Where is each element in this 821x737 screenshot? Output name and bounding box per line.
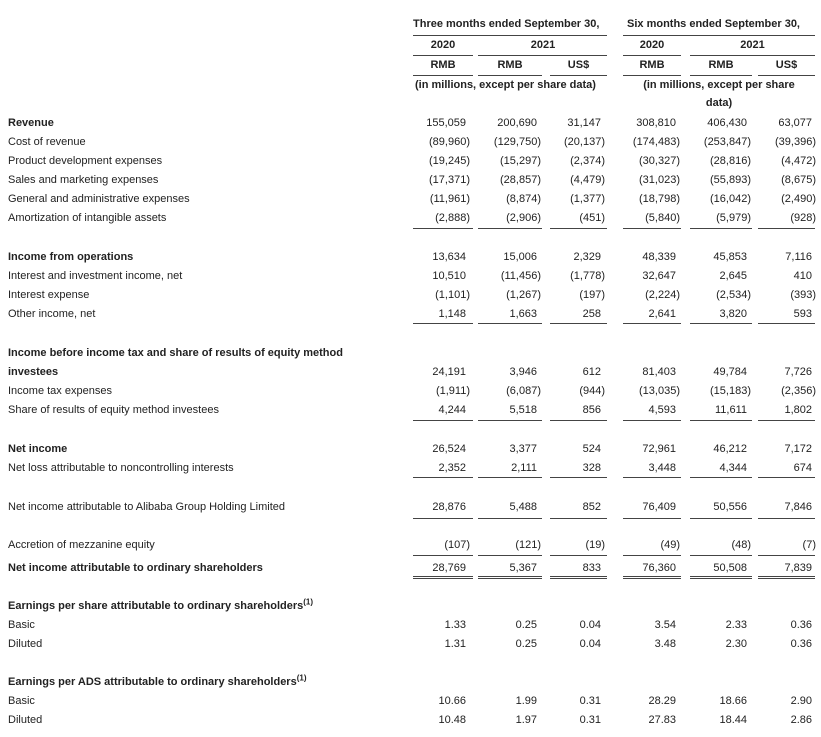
row-label-eps-basic: Basic (8, 619, 35, 631)
total-rule (758, 555, 815, 556)
divider (413, 35, 607, 36)
total-rule (623, 518, 681, 519)
cell: 18.66 (719, 695, 747, 707)
cell: 612 (582, 366, 601, 378)
total-rule (758, 420, 815, 421)
cell: (55,893) (710, 174, 751, 186)
cell: (17,371) (429, 174, 470, 186)
cell: (174,483) (632, 136, 680, 148)
footnote-marker: (1) (296, 673, 307, 683)
cell: 4,344 (719, 462, 747, 474)
cell: (2,490) (781, 193, 816, 205)
total-rule (623, 323, 681, 324)
cell: (11,961) (429, 193, 470, 205)
cell: (39,396) (775, 136, 816, 148)
cell: 50,508 (713, 562, 747, 574)
cell: 26,524 (432, 443, 466, 455)
divider (690, 75, 752, 76)
total-rule (690, 518, 752, 519)
cell: 45,853 (713, 251, 747, 263)
cell: 593 (793, 308, 812, 320)
cell: 3,448 (648, 462, 676, 474)
double-rule (690, 576, 752, 579)
cell: (107) (444, 539, 470, 551)
cell: (129,750) (493, 136, 541, 148)
cell: (2,906) (506, 212, 541, 224)
divider (623, 55, 681, 56)
divider (690, 55, 815, 56)
cell: (13,035) (639, 385, 680, 397)
cell: 27.83 (648, 714, 676, 726)
cell: (48) (731, 539, 751, 551)
cell: 0.25 (515, 619, 537, 631)
currency-header: RMB (639, 59, 665, 71)
cell: 48,339 (642, 251, 676, 263)
row-label-other-income: Other income, net (8, 308, 96, 320)
cell: (28,857) (500, 174, 541, 186)
divider (623, 35, 815, 36)
total-rule (413, 323, 473, 324)
cell: (1,267) (506, 289, 541, 301)
units-note: (in millions, except per share data) (415, 79, 596, 91)
cell: (2,374) (570, 155, 605, 167)
row-label-eps-diluted: Diluted (8, 638, 43, 650)
row-label-ordinary-shareholders: Net income attributable to ordinary shareholders (8, 562, 263, 574)
total-rule (550, 323, 607, 324)
total-rule (690, 323, 752, 324)
footnote-marker: (1) (303, 597, 314, 607)
total-rule (413, 228, 473, 229)
total-rule (550, 518, 607, 519)
cell: 0.04 (579, 638, 601, 650)
total-rule (413, 518, 473, 519)
total-rule (478, 228, 542, 229)
cell: (197) (579, 289, 605, 301)
total-rule (623, 228, 681, 229)
row-label-accretion: Accretion of mezzanine equity (8, 539, 155, 551)
cell: 1.99 (515, 695, 537, 707)
cell: 2.86 (790, 714, 812, 726)
currency-header: US$ (567, 59, 590, 71)
cell: (1,778) (570, 270, 605, 282)
row-label-investees: investees (8, 366, 59, 378)
cell: 856 (582, 404, 601, 416)
cell: (4,472) (781, 155, 816, 167)
cell: 0.04 (579, 619, 601, 631)
divider (550, 75, 607, 76)
divider (478, 55, 607, 56)
row-label-net-income: Net income (8, 443, 68, 455)
units-note: (in millions, except per share (643, 79, 795, 91)
cell: 1.97 (515, 714, 537, 726)
total-rule (623, 477, 681, 478)
cell: (2,224) (645, 289, 680, 301)
cell: 2,352 (438, 462, 466, 474)
cell: 155,059 (426, 117, 466, 129)
cell: (49) (660, 539, 680, 551)
cell: (31,023) (639, 174, 680, 186)
double-rule (413, 576, 473, 579)
cell: (15,297) (500, 155, 541, 167)
cell: (18,798) (639, 193, 680, 205)
cell: 2.30 (725, 638, 747, 650)
divider (413, 75, 473, 76)
cell: 852 (582, 501, 601, 513)
row-label-product-development: Product development expenses (8, 155, 163, 167)
cell: 0.36 (790, 619, 812, 631)
row-label-ads-diluted: Diluted (8, 714, 43, 726)
cell: 200,690 (497, 117, 537, 129)
total-rule (413, 477, 473, 478)
row-label-noncontrolling: Net loss attributable to noncontrolling interests (8, 462, 234, 474)
cell: (15,183) (710, 385, 751, 397)
cell: (20,137) (564, 136, 605, 148)
cell: 3.54 (654, 619, 676, 631)
cell: (6,087) (506, 385, 541, 397)
divider (623, 75, 681, 76)
cell: (5,840) (645, 212, 680, 224)
cell: 0.36 (790, 638, 812, 650)
units-note: data) (705, 97, 733, 109)
total-rule (478, 420, 542, 421)
total-rule (758, 518, 815, 519)
cell: 0.25 (515, 638, 537, 650)
cell: (7) (802, 539, 816, 551)
year-header: 2021 (530, 39, 556, 51)
row-label-income-before-tax: Income before income tax and share of results of equity method (8, 347, 343, 359)
cell: 18.44 (719, 714, 747, 726)
cell: (8,675) (781, 174, 816, 186)
cell: 833 (582, 562, 601, 574)
cell: 10,510 (432, 270, 466, 282)
double-rule (623, 576, 681, 579)
cell: 406,430 (707, 117, 747, 129)
cell: 410 (793, 270, 812, 282)
total-rule (478, 555, 542, 556)
cell: (30,327) (639, 155, 680, 167)
cell: 50,556 (713, 501, 747, 513)
total-rule (690, 420, 752, 421)
cell: (4,479) (570, 174, 605, 186)
cell: 49,784 (713, 366, 747, 378)
cell: 3,946 (509, 366, 537, 378)
cell: 2,645 (719, 270, 747, 282)
year-header: 2020 (430, 39, 456, 51)
currency-header: US$ (775, 59, 798, 71)
total-rule (758, 323, 815, 324)
cell: (2,888) (435, 212, 470, 224)
cell: 1,802 (784, 404, 812, 416)
cell: 15,006 (503, 251, 537, 263)
cell: (393) (790, 289, 816, 301)
cell: 5,518 (509, 404, 537, 416)
row-label-interest-investment: Interest and investment income, net (8, 270, 183, 282)
cell: 5,367 (509, 562, 537, 574)
cell: (19) (585, 539, 605, 551)
cell: 524 (582, 443, 601, 455)
cell: 1,148 (438, 308, 466, 320)
row-label-ads-basic: Basic (8, 695, 35, 707)
cell: 3,377 (509, 443, 537, 455)
row-label-amortization: Amortization of intangible assets (8, 212, 167, 224)
cell: 28,769 (432, 562, 466, 574)
header-three-months: Three months ended September 30, (413, 18, 600, 30)
cell: 2.33 (725, 619, 747, 631)
cell: (1,377) (570, 193, 605, 205)
total-rule (478, 477, 542, 478)
cell: 76,360 (642, 562, 676, 574)
cell: 7,172 (784, 443, 812, 455)
cell: 13,634 (432, 251, 466, 263)
cell: 1.33 (444, 619, 466, 631)
cell: 2,329 (573, 251, 601, 263)
cell: (451) (579, 212, 605, 224)
cell: 4,244 (438, 404, 466, 416)
section-ads (8, 675, 307, 689)
currency-header: RMB (430, 59, 456, 71)
row-label-income-tax: Income tax expenses (8, 385, 112, 397)
row-label-general-admin: General and administrative expenses (8, 193, 190, 205)
total-rule (623, 555, 681, 556)
cell: 2,641 (648, 308, 676, 320)
cell: 7,726 (784, 366, 812, 378)
total-rule (758, 228, 815, 229)
year-header: 2020 (639, 39, 665, 51)
cell: 7,839 (784, 562, 812, 574)
total-rule (690, 477, 752, 478)
cell: 32,647 (642, 270, 676, 282)
year-header: 2021 (740, 39, 765, 51)
cell: (1,101) (435, 289, 470, 301)
cell: 2.90 (790, 695, 812, 707)
total-rule (550, 477, 607, 478)
cell: 5,488 (509, 501, 537, 513)
cell: (253,847) (703, 136, 751, 148)
divider (478, 75, 542, 76)
cell: (28,816) (710, 155, 751, 167)
cell: (121) (515, 539, 541, 551)
total-rule (623, 420, 681, 421)
cell: 72,961 (642, 443, 676, 455)
total-rule (550, 555, 607, 556)
double-rule (550, 576, 607, 579)
cell: 4,593 (648, 404, 676, 416)
cell: (5,979) (716, 212, 751, 224)
total-rule (690, 555, 752, 556)
cell: 31,147 (567, 117, 601, 129)
double-rule (758, 576, 815, 579)
total-rule (550, 228, 607, 229)
cell: (928) (790, 212, 816, 224)
cell: (16,042) (710, 193, 751, 205)
row-label-share-equity: Share of results of equity method investees (8, 404, 219, 416)
header-six-months: Six months ended September 30, (627, 18, 800, 30)
divider (413, 55, 473, 56)
cell: 328 (582, 462, 601, 474)
row-label-revenue: Revenue (8, 117, 54, 129)
cell: 1,663 (509, 308, 537, 320)
double-rule (478, 576, 542, 579)
cell: 1.31 (444, 638, 466, 650)
total-rule (478, 323, 542, 324)
currency-header: RMB (708, 59, 734, 71)
cell: 674 (793, 462, 812, 474)
cell: (19,245) (429, 155, 470, 167)
cell: (2,356) (781, 385, 816, 397)
total-rule (690, 228, 752, 229)
cell: 258 (582, 308, 601, 320)
cell: (11,456) (500, 270, 541, 282)
total-rule (413, 555, 473, 556)
row-label-net-income-alibaba: Net income attributable to Alibaba Group Holding Limited (8, 501, 285, 513)
total-rule (758, 477, 815, 478)
cell: 0.31 (579, 714, 601, 726)
cell: (2,534) (716, 289, 751, 301)
divider (758, 75, 815, 76)
cell: (8,874) (506, 193, 541, 205)
section-eps-label: Earnings per share attributable to ordinary shareholders (8, 600, 304, 612)
cell: (89,960) (429, 136, 470, 148)
cell: 28.29 (648, 695, 676, 707)
cell: 46,212 (713, 443, 747, 455)
cell: (944) (579, 385, 605, 397)
cell: 7,116 (785, 251, 812, 263)
section-ads-label: Earnings per ADS attributable to ordinary shareholders (8, 676, 297, 688)
cell: 76,409 (642, 501, 676, 513)
cell: 3.48 (654, 638, 676, 650)
cell: 7,846 (784, 501, 812, 513)
cell: 11,611 (714, 404, 747, 416)
cell: 81,403 (642, 366, 676, 378)
cell: 10.66 (438, 695, 466, 707)
total-rule (478, 518, 542, 519)
cell: 10.48 (438, 714, 466, 726)
cell: 0.31 (579, 695, 601, 707)
row-label-interest-expense: Interest expense (8, 289, 90, 301)
currency-header: RMB (497, 59, 523, 71)
cell: (1,911) (435, 385, 470, 397)
cell: 3,820 (719, 308, 747, 320)
cell: 308,810 (636, 117, 676, 129)
row-label-cost-of-revenue: Cost of revenue (8, 136, 86, 148)
total-rule (413, 420, 473, 421)
cell: 28,876 (432, 501, 466, 513)
cell: 2,111 (511, 462, 537, 474)
cell: 63,077 (778, 117, 812, 129)
row-label-income-operations: Income from operations (8, 251, 134, 263)
section-eps (8, 599, 313, 613)
total-rule (550, 420, 607, 421)
cell: 24,191 (432, 366, 466, 378)
row-label-sales-marketing: Sales and marketing expenses (8, 174, 159, 186)
